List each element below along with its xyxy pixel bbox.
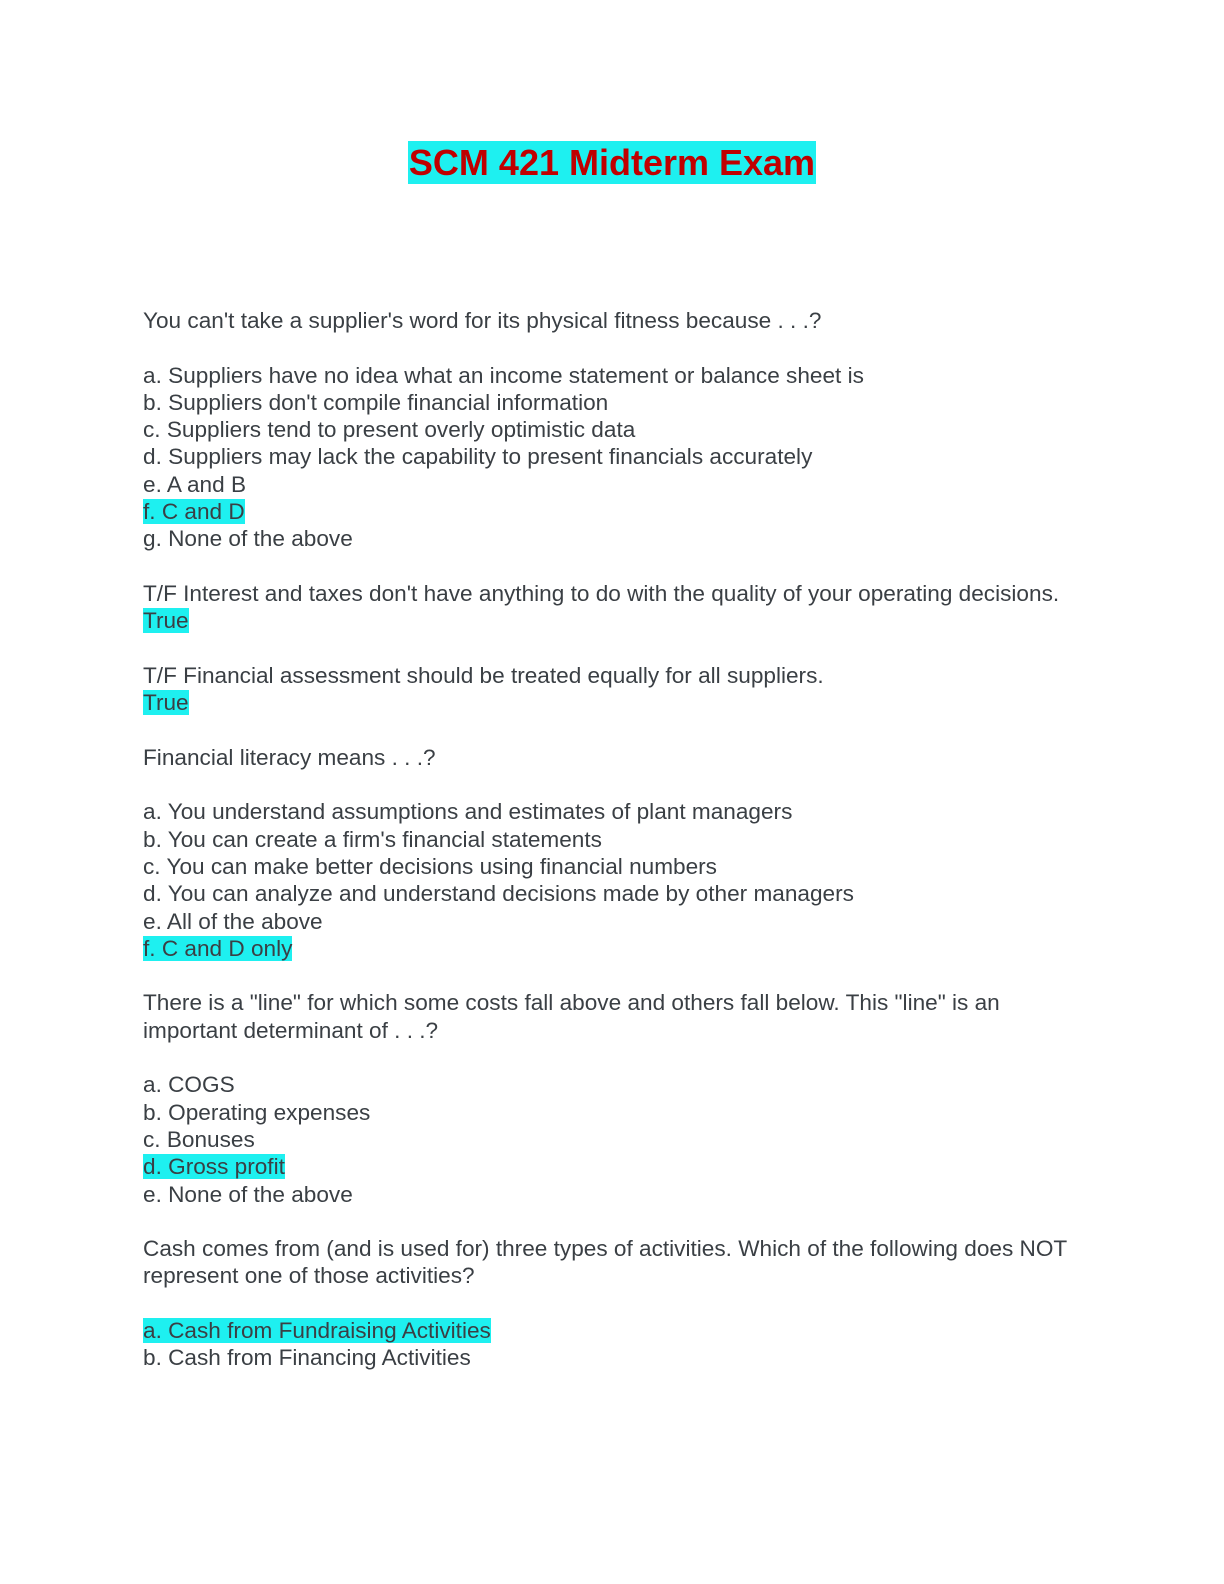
question-stem: T/F Interest and taxes don't have anything to do with the quality of your operating decisions. [143, 580, 1060, 606]
option-list [143, 798, 1083, 962]
question-6 [143, 1235, 1083, 1371]
question-2 [143, 580, 1083, 635]
question-list [143, 307, 1083, 1399]
option-d-correct [143, 1153, 1083, 1180]
option-text: d. You can analyze and understand decisions made by other managers [143, 881, 854, 907]
option-b [143, 389, 1083, 416]
question-stem: You can't take a supplier's word for its physical fitness because . . .? [143, 308, 822, 333]
option-a [143, 1071, 1083, 1098]
option-text: a. COGS [143, 1072, 235, 1098]
option-e [143, 471, 1083, 498]
option-d [143, 880, 1083, 907]
highlighted-answer: True [143, 690, 189, 716]
option-text: e. All of the above [143, 908, 323, 934]
option-a [143, 798, 1083, 825]
highlighted-answer: f. C and D [143, 499, 245, 525]
option-c [143, 853, 1083, 880]
question-stem: There is a "line" for which some costs fall above and others fall below. This "line" is an important determinant of . . .? [143, 990, 1000, 1043]
tf-answer [143, 689, 1083, 716]
option-d [143, 443, 1083, 470]
highlighted-answer: d. Gross profit [143, 1154, 285, 1180]
question-stem: Cash comes from (and is used for) three types of activities. Which of the following does NOT represent one of those activities? [143, 1236, 1067, 1289]
option-text: a. Suppliers have no idea what an income statement or balance sheet is [143, 362, 864, 388]
option-text: b. Operating expenses [143, 1099, 371, 1125]
option-b [143, 826, 1083, 853]
option-e [143, 1181, 1083, 1208]
option-b [143, 1099, 1083, 1126]
option-g [143, 525, 1083, 552]
title-block [0, 141, 1224, 184]
option-text: e. A and B [143, 471, 247, 497]
question-stem: T/F Financial assessment should be treated equally for all suppliers. [143, 662, 824, 688]
question-3 [143, 662, 1083, 717]
tf-answer [143, 607, 1083, 634]
question-stem: Financial literacy means . . .? [143, 744, 436, 770]
option-f-correct [143, 935, 1083, 962]
option-text: c. You can make better decisions using financial numbers [143, 853, 717, 879]
option-text: g. None of the above [143, 526, 353, 552]
option-text: a. You understand assumptions and estimates of plant managers [143, 799, 793, 825]
option-text: c. Suppliers tend to present overly optimistic data [143, 417, 636, 443]
option-f-correct [143, 498, 1083, 525]
option-list [143, 362, 1083, 553]
option-text: b. You can create a firm's financial statements [143, 826, 602, 852]
option-c [143, 416, 1083, 443]
question-4 [143, 744, 1083, 962]
option-list [143, 1071, 1083, 1207]
question-5 [143, 989, 1083, 1207]
option-text: c. Bonuses [143, 1126, 255, 1152]
option-e [143, 908, 1083, 935]
option-a [143, 362, 1083, 389]
page-title: SCM 421 Midterm Exam [408, 142, 816, 183]
option-text: b. Suppliers don't compile financial information [143, 389, 609, 415]
option-text: d. Suppliers may lack the capability to present financials accurately [143, 444, 813, 470]
highlighted-answer: f. C and D only [143, 935, 293, 961]
highlighted-answer: True [143, 608, 189, 634]
option-text: e. None of the above [143, 1181, 353, 1207]
highlighted-answer: a. Cash from Fundraising Activities [143, 1317, 491, 1343]
option-c [143, 1126, 1083, 1153]
option-b [143, 1344, 1083, 1371]
question-1 [143, 307, 1083, 553]
option-list [143, 1317, 1083, 1372]
option-text: b. Cash from Financing Activities [143, 1345, 471, 1371]
option-a-correct [143, 1317, 1083, 1344]
